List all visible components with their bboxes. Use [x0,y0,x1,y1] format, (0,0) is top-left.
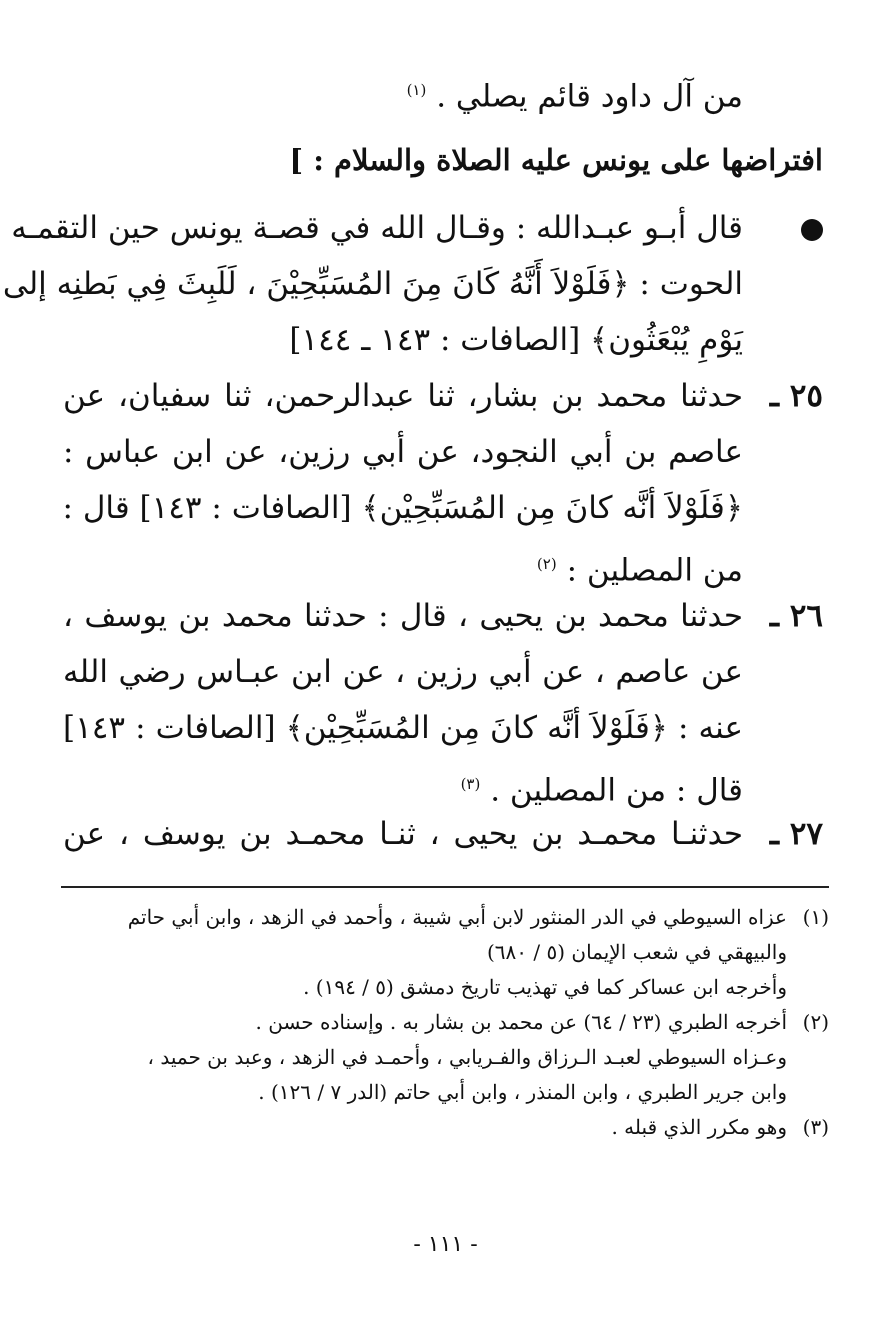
footnote-text: وأخرجه ابن عساكر كما في تهذيب تاريخ دمشق (٥ / ١٩٤) . [303,975,787,999]
footnote-text: وهو مكرر الذي قبله . [611,1115,787,1139]
footnote-3 [61,1110,829,1145]
bullet-paragraph [2,200,823,368]
hadith-number: ٢٦ ـ [769,598,823,634]
footnote-2-cont [61,1040,829,1075]
footnote-divider [61,886,829,888]
section-heading-block [63,132,823,188]
hadith-26 [63,588,823,818]
hadith-number: ٢٧ ـ [769,816,823,852]
bullet-line: يَوْمِ يُبْعَثُون﴾ [الصافات : ١٤٣ ـ ١٤٤] [289,322,743,358]
footnote-1 [61,900,829,935]
footnote-text: وابن جرير الطبري ، وابن المنذر ، وابن أبي حاتم (الدر ٧ / ١٢٦) . [258,1080,787,1104]
hadith-line: حدثنـا محمـد بن يحيى ، ثنـا محمـد بن يوسف ، عن [63,816,743,852]
hadith-line: ﴿فَلَوْلاَ أنَّه كانَ مِن المُسَبِّحِيْن﴾ [الصافات : ١٤٣] قال : [62,490,743,526]
hadith-number: ٢٥ ـ [769,378,823,414]
bullet-line: الحوت : ﴿فَلَوْلاَ أَنَّهُ كَانَ مِنَ المُسَبِّحِيْنَ ، لَلَبِثَ فِي بَطنِه إلى [2,266,743,302]
footnotes [61,900,829,1145]
hadith-line: عن عاصم ، عن أبي رزين ، عن ابن عبـاس رضي الله [63,654,743,690]
hadith-27-body [63,806,743,862]
footnote-number: (١) [802,905,829,929]
hadith-25-body [63,368,743,598]
footnote-text: أخرجه الطبري (٢٣ / ٦٤) عن محمد بن بشار به . وإسناده حسن . [255,1010,787,1034]
page-number: - ١١١ - [413,1232,478,1257]
footnote-text: وعـزاه السيوطي لعبـد الـرزاق والفـريابي ، وأحمـد في الزهد ، وعبد بن حميد ، [147,1045,787,1069]
hadith-26-body [63,588,743,818]
footnote-2-cont [61,1075,829,1110]
top-line [63,62,823,124]
footnote-text: والبيهقي في شعب الإيمان (٥ / ٦٨٠) [486,940,787,964]
hadith-line: عنه : ﴿فَلَوْلاَ أنَّه كانَ مِن المُسَبِّحِيْن﴾ [الصافات : ١٤٣] [63,710,743,746]
footnote-1-cont [61,935,829,970]
top-line-block [63,62,823,124]
bullet-paragraph-body [2,200,743,368]
bullet-dot-icon [801,219,823,241]
footnote-ref-3: (٣) [460,775,481,793]
hadith-line: حدثنا محمد بن بشار، ثنا عبدالرحمن، ثنا سفيان، عن [63,378,743,414]
footnote-text: عزاه السيوطي في الدر المنثور لابن أبي شيبة ، وأحمد في الزهد ، وابن أبي حاتم [127,905,787,929]
hadith-line: حدثنا محمد بن يحيى ، قال : حدثنا محمد بن يوسف ، [63,598,743,634]
footnote-1-cont [61,970,829,1005]
bullet-line: قال أبـو عبـدالله : وقـال الله في قصـة يونس حين التقمـه [11,210,743,246]
top-line-text: من آل داود قائم يصلي . [436,78,743,115]
footnote-ref-2: (٢) [536,555,557,573]
footnote-ref-1: (١) [406,81,427,99]
footnote-2 [61,1005,829,1040]
hadith-27 [63,806,823,862]
hadith-line-text: قال : من المصلين . [490,772,743,809]
hadith-line-text: من المصلين : [566,552,743,589]
hadith-line: عاصم بن أبي النجود، عن أبي رزين، عن ابن عباس : [63,434,743,470]
hadith-25 [63,368,823,598]
footnote-number: (٣) [802,1115,829,1139]
footnote-number: (٢) [802,1010,829,1034]
section-heading: افتراضها على يونس عليه الصلاة والسلام : ] [289,143,823,177]
bullet-marker [801,200,823,256]
